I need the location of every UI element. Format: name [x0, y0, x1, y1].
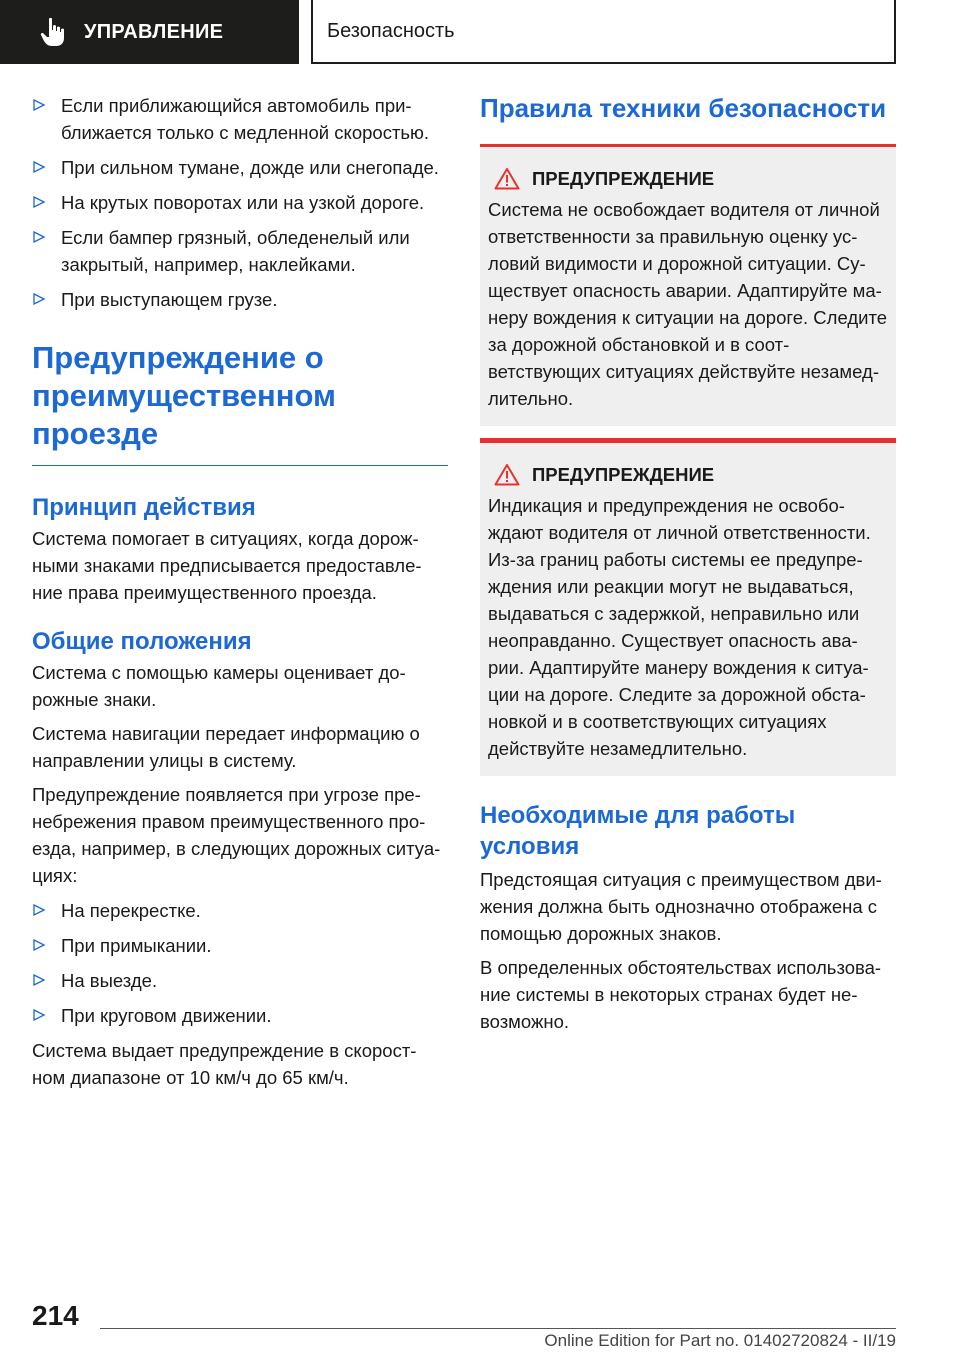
warning-label: ПРЕДУПРЕЖДЕНИЕ — [532, 463, 715, 485]
header-chapter-tab — [0, 0, 299, 64]
general-heading: Общие положения — [32, 628, 252, 655]
warning-text: Система не освобождает водителя от личной ответственности за правильную оценку ус-ловий видимости и дорожной ситуации. Су-ществует опасность аварии. Адаптируйте ма-неру вождения к ситуации на дороге. Следите за дорожной обстановкой и в соот-ветствующих ситуациях действуйте незамед-лительно. — [488, 199, 888, 409]
triangle-bullet-icon — [32, 932, 61, 959]
warning-box-2 — [480, 438, 896, 776]
warning-label: ПРЕДУПРЕЖДЕНИЕ — [532, 167, 715, 189]
warning-triangle-icon — [494, 463, 520, 486]
triangle-bullet-icon — [32, 897, 61, 924]
safety-rules-heading: Правила техники безопасности — [480, 92, 896, 147]
list-item: Если приближающийся автомобиль при-ближается только с медленной скоростью. — [32, 92, 448, 146]
warning-box-1 — [480, 147, 896, 426]
bullet-list-situations — [32, 897, 448, 1029]
speed-range-paragraph: Система выдает предупреждение в скорост-ном диапазоне от 10 км/ч до 65 км/ч. — [32, 1040, 417, 1088]
conditions-heading: Необходимые для работы условия — [480, 802, 796, 860]
section-title: Безопасность — [327, 19, 455, 42]
triangle-bullet-icon — [32, 967, 61, 994]
page-number: 214 — [32, 1300, 79, 1331]
list-item: При сильном тумане, дожде или снегопаде. — [32, 154, 448, 181]
header-section-box — [311, 0, 896, 64]
principle-heading: Принцип действия — [32, 494, 256, 521]
warning-header — [488, 167, 888, 190]
conditions-paragraph-1: Предстоящая ситуация с преимуществом дви-жения должна быть однозначно отображена с помощью дорожных знаков. — [480, 869, 882, 944]
list-item: На крутых поворотах или на узкой дороге. — [32, 189, 448, 216]
hand-pointer-icon — [40, 17, 66, 47]
edition-info: Online Edition for Part no. 01402720824 - II/19 — [544, 1331, 896, 1350]
list-item: При круговом движении. — [32, 1002, 448, 1029]
main-heading: Предупреждение о преимущественном проезде — [32, 339, 448, 466]
list-item: На выезде. — [32, 967, 448, 994]
warning-text: Индикация и предупреждения не освобо-ждают водителя от личной ответственности. Из-за границ работы системы ее предупре-ждения или реакции могут не выдаваться, выдаваться с задержкой, неправильно или неоправданно. Существует опасность ава-рии. Адаптируйте манеру вождения к ситуа-ции на дороге. Следите за дорожной обста-новкой и в соответствующих ситуациях действуйте незамедлительно. — [488, 495, 871, 759]
general-paragraph-2: Система навигации передает информацию о направлении улицы в систему. — [32, 723, 420, 771]
triangle-bullet-icon — [32, 189, 61, 216]
triangle-bullet-icon — [32, 1002, 61, 1029]
conditions-paragraph-2: В определенных обстоятельствах использова-ние системы в некоторых странах будет не-возможно. — [480, 957, 882, 1032]
triangle-bullet-icon — [32, 154, 61, 181]
list-item: При выступающем грузе. — [32, 286, 448, 313]
general-paragraph-1: Система с помощью камеры оценивает до-рожные знаки. — [32, 662, 406, 710]
triangle-bullet-icon — [32, 224, 61, 278]
principle-paragraph: Система помогает в ситуациях, когда дорож-ными знаками предписывается предоставле-ние права преимущественного проезда. — [32, 528, 422, 603]
general-paragraph-3: Предупреждение появляется при угрозе пре-небрежения правом преимущественного про-езда, например, в следующих дорожных ситуа-циях: — [32, 784, 441, 886]
right-column — [480, 92, 896, 1042]
bullet-list-top — [32, 92, 448, 313]
list-item: При примыкании. — [32, 932, 448, 959]
triangle-bullet-icon — [32, 92, 61, 146]
left-column — [32, 92, 448, 1098]
triangle-bullet-icon — [32, 286, 61, 313]
list-item: Если бампер грязный, обледенелый или закрытый, например, наклейками. — [32, 224, 448, 278]
footer-divider — [100, 1328, 896, 1329]
list-item: На перекрестке. — [32, 897, 448, 924]
chapter-title: УПРАВЛЕНИЕ — [84, 20, 224, 43]
warning-triangle-icon — [494, 167, 520, 190]
warning-header — [488, 463, 888, 486]
